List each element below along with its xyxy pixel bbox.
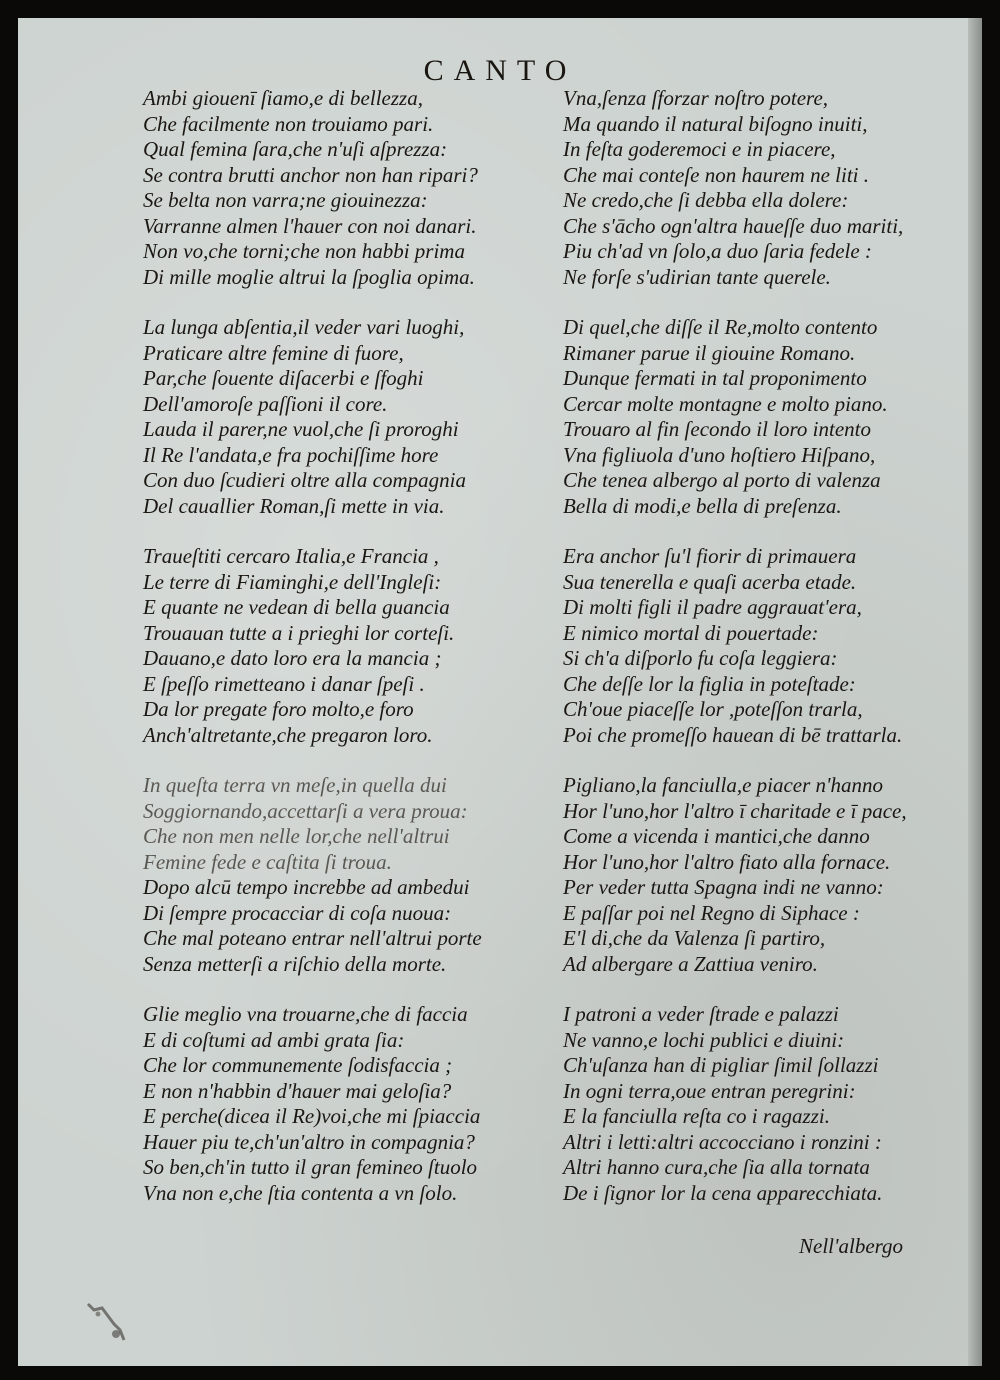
verse-line: Lauda il parer,ne vuol,che ſi proroghi: [143, 417, 459, 441]
verse-line: Dunque fermati in tal proponimento: [563, 366, 867, 390]
verse-line: Poi che promeſſo hauean di bē trattarla.: [563, 722, 903, 747]
verse-line: Che mal poteano entrar nell'altrui porte: [143, 926, 482, 950]
verse-line: Trouauan tutte a i prieghi lor corteſi.: [143, 620, 455, 645]
right-column: [563, 86, 982, 1231]
verse-line: Il Re l'andata,e fra pochiſſime hore: [143, 442, 439, 467]
verse-line: Traueſtiti cercaro Italia,e Francia ,: [143, 544, 439, 568]
verse-line: Di molti figli il padre aggrauat'era,: [563, 595, 862, 619]
verse-line: Cercar molte montagne e molto piano.: [563, 391, 888, 416]
verse-line: E ſpeſſo rimetteano i danar ſpeſi .: [143, 671, 425, 696]
verse-line: Ch'oue piaceſſe lor ,poteſſon trarla,: [563, 697, 863, 721]
verse-line: Se contra brutti anchor non han ripari?: [143, 162, 478, 187]
verse-line: Altri hanno cura,che ſia alla tornata: [563, 1155, 870, 1179]
verse-line: Dopo alcū tempo increbbe ad ambedui: [143, 875, 470, 899]
verse-line: Di ſempre procacciar di coſa nuoua:: [143, 900, 452, 925]
left-stanza-5: [143, 1002, 563, 1206]
verse-line: Ch'uſanza han di pigliar ſimil ſollazzi: [563, 1053, 879, 1077]
verse-line: Hauer piu te,ch'un'altro in compagnia?: [143, 1129, 475, 1154]
verse-line: Le terre di Fiaminghi,e dell'Ingleſi:: [143, 569, 442, 594]
verse-line: Che facilmente non trouiamo pari.: [143, 111, 434, 136]
verse-line: Anch'altretante,che pregaron loro.: [143, 722, 433, 747]
verse-line: Hor l'uno,hor l'altro fiato alla fornace.: [563, 849, 891, 874]
verse-line: Di quel,che diſſe il Re,molto contento: [563, 315, 878, 339]
book-page: [18, 18, 982, 1366]
verse-line: Rimaner parue il giouine Romano.: [563, 340, 856, 365]
verse-line: Che deſſe lor la figlia in poteſtade:: [563, 671, 856, 696]
verse-line: Femine fede e caſtita ſi troua.: [143, 849, 392, 874]
verse-line: Era anchor ſu'l fiorir di primauera: [563, 544, 857, 568]
catchword: Nell'albergo: [799, 1234, 904, 1258]
verse-line: Bella di modi,e bella di preſenza.: [563, 493, 842, 518]
verse-line: Vna non e,che ſtia contenta a vn ſolo.: [143, 1180, 458, 1205]
right-stanza-4: [563, 773, 982, 977]
verse-line: Per veder tutta Spagna indi ne vanno:: [563, 875, 884, 899]
verse-line: E non n'habbin d'hauer mai geloſia?: [143, 1078, 452, 1103]
verse-line: Dauano,e dato loro era la mancia ;: [143, 646, 442, 670]
verse-line: Con duo ſcudieri oltre alla compagnia: [143, 468, 466, 492]
verse-line: Di mille moglie altrui la ſpoglia opima.: [143, 264, 475, 289]
left-stanza-2: [143, 315, 563, 519]
verse-line: E nimico mortal di pouertade:: [563, 620, 819, 645]
verse-line: Ambi giouenī ſiamo,e di bellezza,: [143, 86, 423, 110]
verse-line: Che lor communemente ſodisfaccia ;: [143, 1053, 453, 1077]
verse-line: Trouaro al fin ſecondo il loro intento: [563, 417, 872, 441]
verse-line: I patroni a veder ſtrade e palazzi: [563, 1002, 839, 1026]
verse-line: E di coſtumi ad ambi grata ſia:: [143, 1027, 405, 1052]
verse-line: Altri i letti:altri accocciano i ronzini :: [563, 1129, 882, 1154]
verse-line: So ben,ch'in tutto il gran femineo ſtuolo: [143, 1155, 478, 1179]
verse-line: Se belta non varra;ne giouinezza:: [143, 188, 428, 212]
verse-line: De i ſignor lor la cena apparecchiata.: [563, 1180, 883, 1205]
right-stanza-3: [563, 544, 982, 748]
right-stanza-5: [563, 1002, 982, 1206]
verse-line: Ma quando il natural biſogno inuiti,: [563, 111, 868, 136]
verse-line: Pigliano,la fanciulla,e piacer n'hanno: [563, 773, 884, 797]
verse-line: In queſta terra vn meſe,in quella dui: [143, 773, 447, 797]
left-stanza-4: [143, 773, 563, 977]
verse-line: Hor l'uno,hor l'altro ī charitade e ī pace,: [563, 798, 907, 823]
verse-line: La lunga abſentia,il veder vari luoghi,: [143, 315, 465, 339]
left-stanza-1: [143, 86, 563, 290]
verse-line: In ogni terra,oue entran peregrini:: [563, 1078, 856, 1103]
ink-smudge-mark: [80, 1294, 144, 1354]
verse-line: Sua tenerella e quaſi acerba etade.: [563, 569, 857, 594]
right-stanza-2: [563, 315, 982, 519]
verse-line: In feſta goderemoci e in piacere,: [563, 137, 836, 161]
verse-line: Varranne almen l'hauer con noi danari.: [143, 213, 477, 238]
verse-line: Si ch'a diſporlo fu coſa leggiera:: [563, 646, 838, 670]
verse-line: E perche(dicea il Re)voi,che mi ſpiaccia: [143, 1104, 481, 1128]
verse-line: Vna,ſenza ſforzar noſtro potere,: [563, 86, 829, 110]
verse-line: Che tenea albergo al porto di valenza: [563, 468, 881, 492]
verse-line: Che mai conteſe non haurem ne liti .: [563, 162, 869, 187]
verse-line: E paſſar poi nel Regno di Siphace :: [563, 900, 860, 925]
verse-line: Come a vicenda i mantici,che danno: [563, 824, 870, 848]
right-stanza-1: [563, 86, 982, 290]
verse-line: Dell'amoroſe paſſioni il core.: [143, 391, 388, 416]
verse-line: E'l di,che da Valenza ſi partiro,: [563, 926, 826, 950]
verse-line: Da lor pregate foro molto,e foro: [143, 697, 414, 721]
verse-line: Che s'ācho ogn'altra haueſſe duo mariti,: [563, 213, 904, 238]
verse-line: Piu ch'ad vn ſolo,a duo ſaria fedele :: [563, 239, 872, 263]
running-header: CANTO: [423, 54, 577, 87]
verse-line: Glie meglio vna trouarne,che di faccia: [143, 1002, 468, 1026]
verse-line: Praticare altre femine di fuore,: [143, 340, 404, 365]
verse-line: Ne credo,che ſi debba ella dolere:: [563, 188, 849, 212]
verse-line: Ad albergare a Zattiua veniro.: [563, 951, 818, 976]
left-column: [143, 86, 563, 1231]
left-stanza-3: [143, 544, 563, 748]
verse-line: Vna figliuola d'uno hoſtiero Hiſpano,: [563, 442, 876, 467]
verse-line: Senza metterſi a riſchio della morte.: [143, 951, 447, 976]
verse-line: Che non men nelle lor,che nell'altrui: [143, 824, 450, 848]
verse-line: E la fanciulla reſta co i ragazzi.: [563, 1104, 830, 1128]
verse-line: Par,che ſouente diſacerbi e ſfoghi: [143, 366, 424, 390]
verse-line: Del cauallier Roman,ſi mette in via.: [143, 493, 445, 518]
verse-line: E quante ne vedean di bella guancia: [143, 595, 450, 619]
verse-line: Ne vanno,e lochi publici e diuini:: [563, 1027, 845, 1052]
verse-line: Ne forſe s'udirian tante querele.: [563, 264, 831, 289]
verse-line: Qual femina ſara,che n'uſi aſprezza:: [143, 137, 448, 161]
verse-line: Non vo,che torni;che non habbi prima: [143, 239, 465, 263]
verse-line: Soggiornando,accettarſi a vera proua:: [143, 798, 468, 823]
